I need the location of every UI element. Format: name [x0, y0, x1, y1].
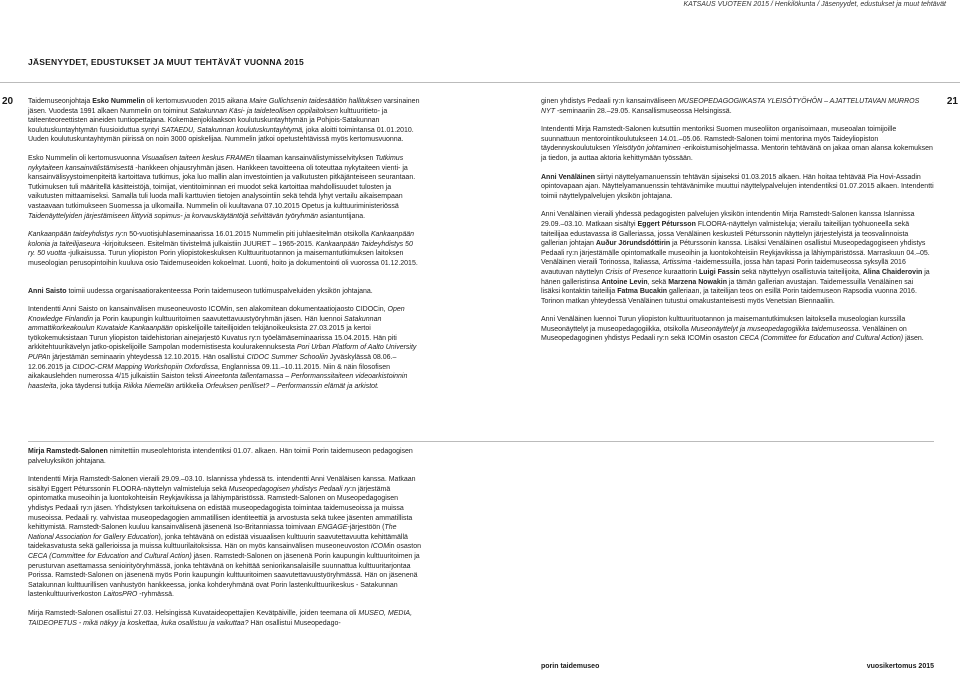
running-head: KATSAUS VUOTEEN 2015 / Henkilökunta / Jäsenyydet, edustukset ja muut tehtävät	[683, 1, 946, 8]
text: Anni Saisto	[28, 287, 67, 295]
text: Yleisötyön johtaminen	[612, 145, 681, 153]
text: kuraattorin	[662, 268, 699, 276]
text: tilaaman kansainvälistymisselvityksen	[254, 154, 376, 162]
text: Kankaanpään taideyhdistys ry	[28, 231, 122, 239]
section-title: JÄSENYYDET, EDUSTUKSET JA MUUT TEHTÄVÄT VUONNA 2015	[28, 57, 304, 67]
text: jäsen.	[903, 335, 924, 343]
text: Pori Urban Platform of Aalto University PUPA	[28, 344, 417, 362]
text: ja Porin kaupungin kulttuuritoimen saavutettavuustyöryhmän jäsen. Hän luennoi	[93, 315, 344, 323]
paragraph	[541, 315, 934, 344]
section-divider	[28, 441, 934, 442]
text: Hän osallistui Museopedago-	[248, 619, 341, 627]
text: . Venäläinen on Museopedagoginen yhdistys Pedaali ry:n sekä ICOMin osaston	[541, 325, 907, 343]
paragraph	[28, 154, 421, 221]
text: Tutkimus nykytaiteen kansainvälistämisestä	[28, 154, 404, 172]
text: CECA (Committee for Education and Cultural Action)	[739, 335, 904, 343]
text: LaitosPRO	[103, 591, 138, 599]
text: ja tämän gallerian avustajan. Taidemessuilla Venäläinen sai lisäksi kontaktin taiteilija	[541, 278, 914, 296]
text: MUSEOPEDAGOGIIKASTA YLEISÖTYÖHÖN – AJATTELUTAVAN MURROS NYT	[541, 98, 920, 115]
text: Marzena Nowakin	[668, 278, 727, 286]
paragraph	[541, 210, 934, 306]
text: Taidenäyttelyiden järjestämiseen liittyviä sopimus- ja korvauskäytäntöjä selvittävän työryhmän	[28, 212, 318, 220]
text: -taidemessuilla, jossa hän tapasi Porin taidemuseossa syksyllä 2016 avautuvan näyttelyn	[541, 259, 906, 276]
paragraph	[28, 609, 421, 628]
text: :n 50-vuotisjuhlaseminaarissa 16.01.2015 Nummelin piti juhlaesitelmän otsikolla	[121, 231, 371, 239]
text: -järjestöön (	[347, 524, 385, 532]
text: Museonäyttelyt ja museopedagogiikka taidemuseossa	[690, 325, 859, 333]
paragraph	[541, 125, 934, 163]
paragraph	[28, 97, 421, 145]
text: Esko Nummelin oli kertomusvuonna	[28, 154, 142, 162]
text: galleriaan, ja taiteilijan teos on esillä Porin taidemuseon Rapsodia vuonna 2016. Torinon matkan yhteydessä Venäläinen tutustui omakustanteisesti myös Venetsian Biennaaliin.	[541, 288, 917, 305]
text: Jyväskylässä 08.06.–12.06.2015 ja	[28, 354, 397, 371]
text: siirtyi näyttelyamanuenssin tehtävän sijaiseksi 01.03.2015 alkaen. Hän hoitaa tehtävää Pia Hovi-Assadin opintovapaan ajan. Näyttelyamanuenssin tehtävänimike muuttui näyttelypalvelujen intendentiksi 01.07.2015 alkaen. Intendentti toimii näyttelypalvelujen yksikön johtajana.	[541, 173, 934, 200]
text: Intendentti Mirja Ramstedt-Salonen vieraili 29.09.–03.10. Islannissa yhdessä ts. intendentti Anni Venäläisen kanssa. Matkaan sisältyi Eggert Péturssonin FLOORA-näyttelyn valmisteluja sekä	[28, 476, 416, 493]
paragraph	[541, 97, 934, 116]
text: Open Knowledge Finlandin	[28, 306, 405, 323]
text: Esko Nummelin	[92, 98, 145, 105]
text: -ryhmässä.	[137, 591, 174, 599]
text: Aineetonta tallentamassa – Performanssitaiteen videoarkistoinnin haasteita	[28, 373, 408, 390]
text: asiantuntijana.	[318, 212, 366, 220]
text: ENGAGE	[317, 524, 348, 532]
text: n järjestämän seminaarin yhteydessä 12.10.2015. Hän osallistui	[46, 354, 247, 362]
text: Taidemuseonjohtaja	[28, 98, 93, 105]
text: ja hänen galleristinsa	[541, 268, 930, 286]
text: in osaston	[389, 543, 421, 551]
page-number-right: 21	[946, 96, 958, 107]
text: artikkelia	[173, 382, 206, 390]
paragraph	[28, 475, 421, 600]
text: Anni Venäläinen	[541, 173, 596, 181]
text: Luigi Fassin	[698, 268, 740, 276]
text: ginen yhdistys Pedaali ry:n kansainväliseen	[541, 98, 678, 105]
paragraph	[28, 287, 421, 297]
text: -julkaisussa. Turun yliopiston Porin yliopistokeskuksen Kulttuurituotannon ja maisemantutkimuksen laitoksen museologian perusopintoihin kuuluva osio Taidemuseoiden kokoelmat. Luonti, hoito ja dokumentointi oli vuorossa 01.12.2015.	[28, 250, 418, 267]
text: -kirjoitukseen. Esitelmän tiivistelmä julkaistiin JUURET – 1965-2015.	[100, 240, 316, 248]
text: Anni Venäläinen luennoi Turun yliopiston kulttuurituotannon ja maisemantutkimuksen laitoksella museologian kurssilla Museonäyttelyt ja museopedagogiikka, otsikolla	[541, 316, 906, 333]
text: Anni Venäläinen vieraili yhdessä pedagogisten palvelujen yksikön intendentin Mirja Ramstedt-Salonen kanssa Islannissa 29.09.–03.10. Matkaan sisältyi	[541, 211, 915, 228]
paragraph	[28, 447, 421, 466]
text: Fatma Bucakin	[617, 288, 668, 296]
footer-publisher: porin taidemuseo	[541, 663, 600, 670]
text: Satakunnan ammattikorkeakoulun Kuvataide Kankaanpään	[28, 315, 382, 333]
text: varsinainen jäsen. Vuodesta 1991 alkaen Nummelin on toiminut	[28, 98, 420, 115]
text: Antoine Levin	[601, 278, 648, 286]
text: Satakunnan Käsi- ja taideteollisen oppilaitoksen	[189, 107, 338, 115]
bottom-column	[28, 447, 421, 637]
text: -erikoistumisohjelmassa. Mentorin tehtävänä on jakaa oman alansa kokemuksen ja tiedon, ja auttaa aktoria kehittymään työssään.	[541, 145, 933, 162]
top-rule	[0, 82, 960, 83]
paragraph	[541, 173, 934, 202]
paragraph	[28, 230, 421, 268]
text: Orfeuksen perilliset? – Performanssin elämät ja arkistot.	[205, 382, 379, 390]
footer-publication: vuosikertomus 2015	[866, 663, 934, 670]
text: joka aloitti toimintansa 01.01.2010. Uuden koulutuskuntayhtymän piirissä on noin 3000 opiskelijaa. Nummelin jatkoi opetustehtävissä myös kertomusvuonna.	[28, 126, 414, 144]
text: Auður Jörundsdóttirin	[595, 240, 671, 248]
text: Maire Gullichsenin taidesäätiön hallituksen	[249, 98, 382, 105]
text: -hankkeen ohjausryhmän jäsen. Hankkeen tavoitteena oli toteuttaa nykytaiteen vienti- ja kansainvälisyystoimenpiteitä kartoittava tutkimus, joka luo mallin alan investointien ja valkutusten pitkäjänteiseen seurantaan. Tutkimuksen tuli määritellä käsitteistöjä, toimijat, vientitoiminnan eri muodot sekä kartoittaa mahdollisuudet tulosten ja vaikutusten mittaamiseksi. Samalla tuli luoda malli karttuvien tietojen analysointiin sekä tehdä lyhyt vertailu aikaisempaan vastaavaan tutkimukseen Suomessa ja ulkomailla. Nummelin oli kuultavana 07.10.2015 Opetus ja kulttuuriministeriössä	[28, 164, 416, 210]
text: Intendentti Mirja Ramstedt-Salonen kutsuttiin mentoriksi Suomen museoliiton organisoimaan, museoalan toimijoille suunnattuun mentorointikoulutukseen 14.01.–05.06. Ramstedt-Salonen toimi mentorina myös Taideyliopiston täydennyskoulutuksen	[541, 126, 897, 153]
text: oli kertomusvuoden 2015 aikana	[144, 98, 250, 105]
text: Crisis of Presence	[605, 268, 663, 276]
text: kulttuuritieto- ja taiteenteoreettisten aineiden tuntiopettajana. Kokemäenjokilaakson koulutuskuntayhtymän ja Pohjois-Satakunnan koulutuskuntayhtymän fuusioiduttua syntyi	[28, 107, 388, 134]
text: , Englannissa 09.11.–10.11.2015. Niin & näin filosofisen aikakauslehden numerossa 4/15 julkaistiin Saiston teksti	[28, 363, 390, 381]
text: , sekä	[647, 278, 669, 286]
text: CIDOC-CRM Mapping Workshopiin Oxfordissa	[72, 363, 218, 371]
text: Kankaanpään kolonia ja taiteilijaseura	[28, 231, 415, 248]
text: Riikka Niemelän	[123, 382, 174, 390]
page-number-left: 20	[2, 96, 14, 107]
text: jäsen. Ramstedt-Salonen on jäsenenä Porin kaupungin kulttuuritoimen ja perusturvan asettamassa senioirityöryhmässä, jonka tehtävänä on kehittää seniorikansalaisille suunnattua kulttuuritarjontaa Porissa. Ramstedt-Salonen on jäsenenä myös Porin kaupungin kulttuuritoimen saavutettavuustyöryhmässä. Hän on jäsenenä Satakunnan kulttuurillisen vanhustyön hankkeessa, jonka kohderyhmänä ovat Porin lastenkulttuurikeskus - Satakunnan lastenkulttuuriverkoston	[28, 552, 420, 599]
text: SATAEDU, Satakunnan koulutuskuntayhtymä,	[161, 126, 305, 134]
text: Mirja Ramstedt-Salonen	[28, 448, 108, 455]
text: ), jonka tehtävänä on edistää visuaalisen kulttuurin saavutettavuutta kehittämällä taidekasvatusta sekä gallerioissa ja muissa kulttuurilaitoksissa. Hän on myös kansainvälisen museoneuvoston	[28, 533, 408, 551]
text: nimitettiin museolehtorista intendentiksi 01.07. alkaen. Hän toimii Porin taidemuseon pedagogisen palveluyksikön johtajana.	[28, 448, 413, 465]
text: opiskelijoille taiteilijoiden tekijänoikeuksista 27.03.2015 ja kertoi työkokemuksistaan Turun yliopiston taidehistorian ainejarjestö Kuvatus ry:n työelämäseminaarissa 15.04.2015. Hän piti arkkitehtuurikävelyn jatko-opiskelijoille Sampolan modernistisesta koulurakennuksesta	[28, 325, 397, 352]
text: , joka täydensi tutkija	[56, 382, 124, 390]
text: ja Péturssonin kanssa. Lisäksi Venäläinen osallistui Museopedagogiseen yhdistys Pedaali ry:n järjestämälle opintomatkalle museoihin ja luontokohteisiin Reykjavikissa ja lähiympäristössä. Marraskuun 04.–05. Venäläinen vieraili Torinossa, Italiassa,	[541, 240, 930, 267]
text: CIDOC Summer Schooliin	[246, 354, 328, 362]
text: Mirja Ramstedt-Salonen osallistui 27.03. Helsingissä Kuvataideopettajien Kevätpäiville, joiden teemana oli	[28, 609, 359, 617]
text: Kankaanpään Taideyhdistys 50 ry. 50 vuotta	[28, 240, 413, 258]
text: Artissima	[662, 259, 692, 267]
paragraph	[28, 305, 421, 391]
text: CECA (Committee for Education and Cultural Action)	[28, 552, 192, 560]
right-column	[541, 97, 934, 353]
text: Intendentti Anni Saisto on kansainvälisen museoneuvosto ICOMin, sen alakomitean dokumentaatiojaosto CIDOCin,	[28, 306, 388, 314]
text: sekä näyttelyyn osallistuvia taiteilijoita,	[739, 268, 863, 276]
text: :n järjestämä opintomatka museoihin ja luontokohteisiin Reykjavikissa ja lähiympäristössä. Ramstedt-Salonen on Museopedagogisen yhdistys Pedaali ry:n jäsen. Yhdistyksen tarkoituksena on edistää museopedagogista toimintaa taidemuseoissa ja muissa museoissa. Pedaali ry. vahvistaa museopedagogien ammatillisen identiteettiä ja arvostusta sekä tukee jäsenten ammatillista kehittymistä. Ramstedt-Salonen kuuluu kansainvälisenä jäsenenä Iso-Britanniassa toimivaan	[28, 485, 413, 532]
text: Visuaalisen taiteen keskus FRAMEn	[141, 154, 255, 162]
text: -seminaariin 28.–29.05. Kansallismuseossa Helsingissä.	[555, 107, 732, 115]
text: ICOM	[370, 543, 390, 551]
text: Museopedagogisen yhdistys Pedaali ry	[228, 485, 351, 493]
text: MUSEO, MEDIA, TAIDEOPETUS - mikä näkyy ja koskettaa, kuka osallistuu ja vaikuttaa?	[28, 609, 413, 627]
text: Eggert Pétursson	[637, 220, 696, 228]
left-column	[28, 97, 421, 400]
text: Alina Chaiderovin	[862, 268, 923, 276]
text: FLOORA-näyttelyn valmisteluja; vierailu taiteilijan työhuoneella sekä taiteilijaa edustavassa i8 Galleriassa, jossa Venäläinen keskusteli Péturssonin näyttelyn järjestelyistä ja teosvalinnoista gallerian johtajan	[541, 220, 910, 248]
text: The National Association for Gallery Education	[28, 524, 397, 541]
text: toimii uudessa organisaatiorakenteessa Porin taidemuseon tutkimuspalveluiden yksikön johtajana.	[66, 287, 373, 295]
